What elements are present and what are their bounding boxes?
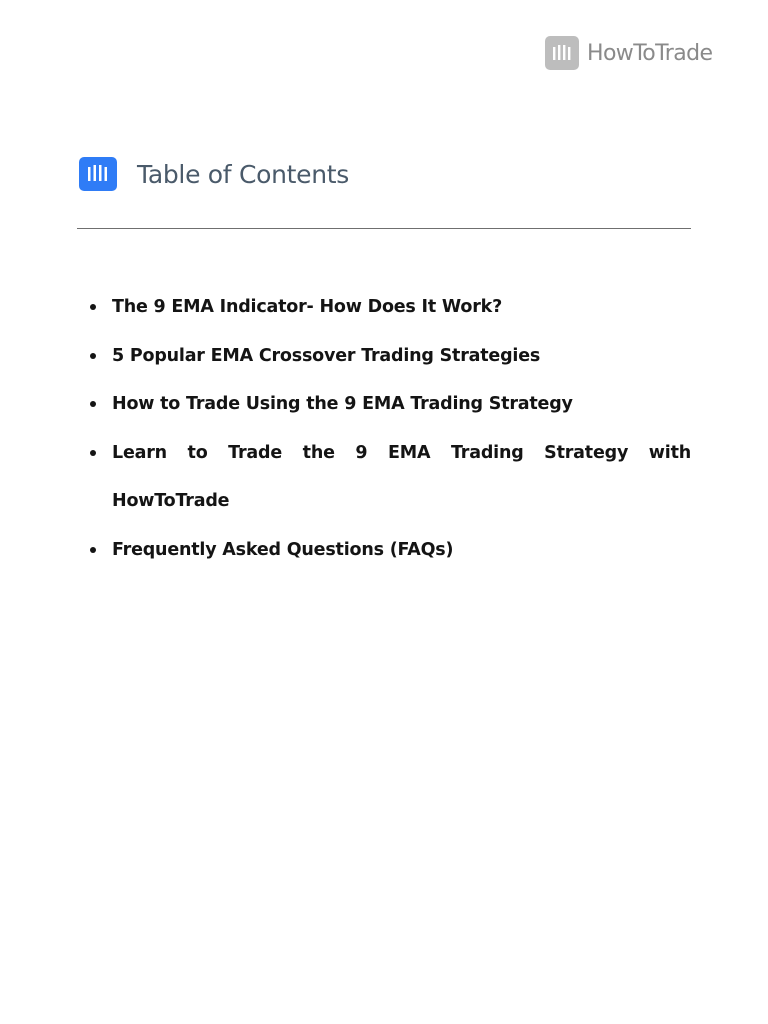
bars-logo-icon: [79, 157, 117, 191]
bullet: [90, 304, 96, 310]
brand-logo: [545, 36, 712, 70]
toc-list: [88, 283, 691, 574]
toc-item-label: The 9 EMA Indicator- How Does It Work?: [112, 297, 503, 317]
bullet: [90, 547, 96, 553]
toc-item[interactable]: [88, 283, 691, 332]
toc-item-label: Learn to Trade the 9 EMA Trading Strategy with HowToTrade: [112, 442, 691, 511]
toc-title: Table of Contents: [137, 159, 349, 189]
toc-item-label: Frequently Asked Questions (FAQs): [112, 539, 454, 560]
toc-header: [79, 156, 349, 192]
bullet: [90, 450, 96, 456]
brand-name: HowToTrade: [587, 40, 713, 66]
toc-item[interactable]: [88, 429, 691, 526]
toc-item-label: 5 Popular EMA Crossover Trading Strategies: [112, 345, 541, 366]
bullet: [90, 401, 96, 407]
bullet: [90, 353, 96, 359]
bars-logo-icon: [545, 36, 579, 70]
toc-item-label: How to Trade Using the 9 EMA Trading Strategy: [112, 394, 573, 414]
toc-item[interactable]: [88, 380, 691, 429]
divider: [77, 228, 691, 229]
toc-item[interactable]: [88, 526, 691, 575]
toc-item[interactable]: [88, 332, 691, 381]
